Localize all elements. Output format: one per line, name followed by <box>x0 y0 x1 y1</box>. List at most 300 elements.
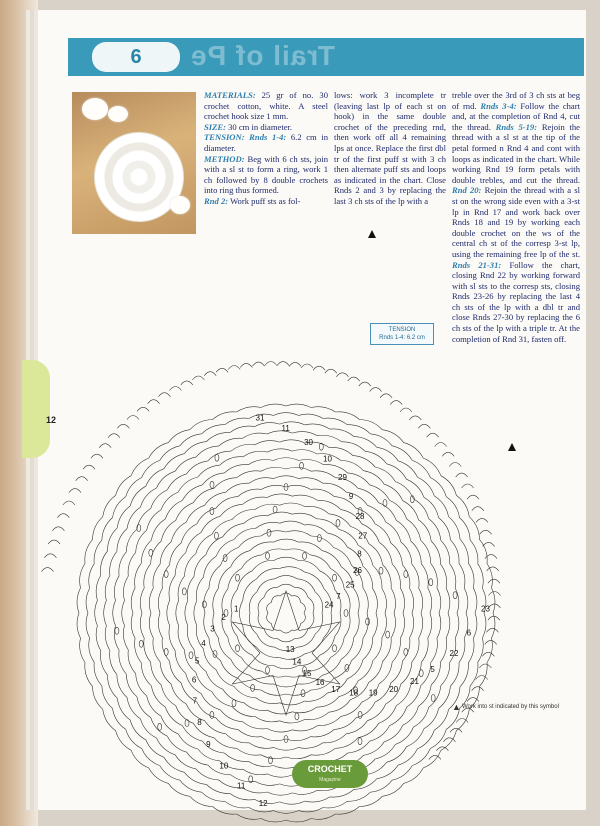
chart-loop <box>167 600 170 625</box>
chart-loop <box>301 613 306 624</box>
chart-loop <box>231 444 255 451</box>
chart-loop <box>243 451 267 457</box>
chart-loop <box>327 533 347 547</box>
chart-scallop <box>359 382 371 386</box>
chart-loop <box>382 588 387 613</box>
chart-round-label: 3 <box>210 624 215 634</box>
chart-loop <box>157 471 176 488</box>
footer-badge <box>292 760 368 788</box>
chart-round-label: 16 <box>315 678 325 688</box>
chart-loop <box>77 588 80 613</box>
chart-loop <box>455 613 459 638</box>
chart-loop <box>187 625 194 649</box>
chart-round-label: 6 <box>191 675 197 685</box>
chart-loop <box>255 717 280 722</box>
chart-loop <box>153 638 160 662</box>
chart-loop <box>403 706 419 725</box>
page-tab <box>22 360 50 458</box>
chart-loop <box>292 726 317 731</box>
chart-scallop <box>83 465 95 469</box>
work-into-st-icon: ▲ <box>452 702 461 712</box>
chart-round-label: 5 <box>430 665 435 675</box>
chart-loop <box>126 529 137 552</box>
chart-loop <box>273 458 298 461</box>
chart-loop <box>383 565 392 589</box>
chart-loop <box>395 727 413 744</box>
chart-scallop <box>265 362 277 366</box>
chart-loop <box>198 749 220 761</box>
chart-loop <box>449 517 460 540</box>
chart-loop <box>274 413 299 416</box>
chart-loop <box>369 544 383 565</box>
chart-loop <box>231 613 237 636</box>
chart-loop <box>391 661 403 683</box>
chart-round-label: 9 <box>206 740 211 749</box>
chart-loop <box>398 461 417 477</box>
tension-heading: TENSION: Rnds 1-4: <box>204 132 287 143</box>
chart-loop <box>375 744 395 759</box>
chart-puff-stitch <box>404 571 408 578</box>
chart-loop <box>238 536 261 548</box>
chart-loop <box>113 497 126 518</box>
chart-loop <box>278 639 295 642</box>
chart-puff-stitch <box>210 711 214 718</box>
chart-round-label: 14 <box>292 657 302 667</box>
chart-loop <box>196 577 203 601</box>
chart-scallop <box>485 640 497 644</box>
chart-loop <box>441 564 447 588</box>
chart-loop <box>311 814 336 819</box>
chart-loop <box>93 517 103 540</box>
materials-heading: MATERIALS: <box>204 90 256 100</box>
chart-loop <box>194 601 197 626</box>
chart-loop <box>237 571 252 590</box>
chart-loop <box>130 720 146 740</box>
chart-loop <box>151 686 165 707</box>
chart-round-label: 8 <box>357 549 362 559</box>
tension-text: 6.2 cm in diameter. <box>204 132 328 153</box>
tension-box <box>370 323 434 345</box>
chart-loop <box>165 500 182 519</box>
chart-scallop <box>181 381 193 385</box>
chart-loop <box>329 700 351 713</box>
chart-loop <box>267 613 272 624</box>
chart-loop <box>412 564 419 588</box>
chart-loop <box>373 638 382 661</box>
chart-loop <box>249 743 273 749</box>
chart-loop <box>141 540 151 563</box>
chart-loop <box>220 710 242 722</box>
chart-loop <box>379 503 397 521</box>
chart-loop <box>344 613 350 637</box>
chart-loop <box>423 458 441 476</box>
chart-puff-stitch <box>223 555 227 562</box>
chart-loop <box>182 485 202 501</box>
rnds3-4-text: Follow the chart and, at the completion of Rnd 4, cut the thread. <box>452 100 580 132</box>
doily-photo <box>72 92 196 234</box>
chart-loop <box>358 723 379 737</box>
chart-loop <box>135 638 142 663</box>
chart-loop <box>216 540 234 557</box>
chart-loop <box>170 661 182 683</box>
chart-loop <box>196 534 212 553</box>
chart-loop <box>406 729 424 747</box>
chart-puff-stitch <box>164 648 168 655</box>
rnd20-heading: Rnd 20: <box>452 185 482 196</box>
chart-puff-stitch <box>185 720 189 727</box>
chart-puff-stitch <box>210 481 214 488</box>
chart-scallop <box>137 407 149 411</box>
chart-scallop <box>476 676 488 680</box>
chart-scallop <box>277 362 289 366</box>
work-into-marker-icon <box>368 230 376 238</box>
chart-loop <box>396 685 410 706</box>
chart-scallop <box>472 687 484 691</box>
chart-puff-stitch <box>336 519 340 526</box>
chart-scallop <box>240 363 252 367</box>
chart-loop <box>267 710 292 714</box>
chart-loop <box>419 613 423 638</box>
chart-loop <box>347 660 363 679</box>
chart-round-label: 29 <box>338 472 347 482</box>
chart-loop <box>243 579 257 600</box>
chart-loop <box>169 626 175 651</box>
chart-loop <box>286 819 311 822</box>
chart-loop <box>280 567 305 572</box>
chart-loop <box>89 638 94 662</box>
chart-loop <box>377 447 398 461</box>
chart-loop <box>219 438 243 446</box>
chart-loop <box>238 489 262 497</box>
chart-loop <box>292 624 301 631</box>
pattern-number-badge <box>92 42 180 72</box>
chart-loop <box>450 540 459 564</box>
chart-scallop <box>313 366 325 370</box>
chart-loop <box>162 638 170 662</box>
chart-loop <box>161 716 178 734</box>
chart-loop <box>107 675 117 698</box>
chart-loop <box>412 749 430 766</box>
method-text: Beg with 6 ch sts, join with a sl st to form a ring, work 1 ch followed by 8 double crochets into ring thus formed. <box>204 153 328 196</box>
chart-round-label: 12 <box>258 799 268 809</box>
chart-loop <box>105 576 110 601</box>
chart-loop <box>89 564 94 588</box>
chart-scallop <box>127 416 139 420</box>
rnds21-31-text: Follow the chart, closing Rnd 22 by working forward with sl sts to the corresp sts, closing Rnds 23-26 by replacing the last 4 ch sts of the lp with a dbl tr and close Rnds 27-30 by replacing the 6 ch sts of the lp with a triple tr. At the completion of Rnd 31, fasten off. <box>452 259 581 344</box>
chart-puff-stitch <box>213 651 217 658</box>
chart-loop <box>187 752 208 765</box>
chart-loop <box>392 638 400 662</box>
chart-loop <box>149 588 153 613</box>
chart-loop <box>186 505 204 522</box>
chart-puff-stitch <box>139 640 143 647</box>
chart-puff-stitch <box>266 552 270 559</box>
chart-loop <box>353 456 375 467</box>
chart-loop <box>470 662 478 686</box>
chart-loop <box>126 674 137 697</box>
chart-scallop <box>456 473 468 477</box>
chart-loop <box>292 513 316 519</box>
chart-scallop <box>472 507 484 511</box>
chart-scallop <box>99 444 111 448</box>
chart-puff-stitch <box>182 588 186 595</box>
chart-loop <box>137 509 151 530</box>
chart-puff-stitch <box>429 579 433 586</box>
chart-loop <box>407 519 421 540</box>
chart-loop <box>85 540 93 564</box>
chart-loop <box>430 478 446 497</box>
chart-loop <box>386 522 401 542</box>
chart-loop <box>257 579 275 592</box>
chart-loop <box>147 510 161 530</box>
chart-puff-stitch <box>236 574 240 581</box>
chart-puff-stitch <box>379 567 383 574</box>
chart-loop <box>292 596 301 603</box>
chart-loop <box>204 649 217 670</box>
chart-loop <box>168 430 189 443</box>
chart-loop <box>110 551 117 575</box>
chart-loop <box>218 567 231 589</box>
chart-loop <box>231 551 250 567</box>
chart-loop <box>151 662 162 685</box>
chart-loop <box>339 529 358 545</box>
chart-loop <box>482 613 486 638</box>
chart-loop <box>206 671 223 689</box>
chart-loop <box>141 663 151 686</box>
chart-loop <box>244 703 268 711</box>
chart-loop <box>130 486 146 506</box>
chart-loop <box>144 564 151 588</box>
chart-loop <box>347 425 370 434</box>
chart-loop <box>280 593 291 596</box>
symbol-note <box>452 702 574 712</box>
chart-loop <box>271 624 280 631</box>
chart-loop <box>286 531 311 536</box>
chart-loop <box>238 729 262 736</box>
chart-loop <box>175 553 186 576</box>
chart-loop <box>274 476 299 479</box>
chart-loop <box>450 663 459 687</box>
chart-scallop <box>479 664 491 668</box>
chart-loop <box>146 469 164 487</box>
chart-loop <box>286 755 311 759</box>
chart-loop <box>280 719 305 723</box>
chart-loop <box>417 477 434 496</box>
chart-loop <box>226 483 249 492</box>
chart-loop <box>264 587 278 597</box>
chart-loop <box>358 488 379 502</box>
chart-loop <box>441 540 450 563</box>
chart-scallop <box>429 755 441 759</box>
chart-loop <box>446 613 450 638</box>
chart-loop <box>402 638 410 662</box>
chart-loop <box>267 449 292 452</box>
chart-puff-stitch <box>453 592 457 599</box>
tension-box-title: TENSION <box>388 327 416 333</box>
chart-loop <box>205 721 226 734</box>
chart-loop <box>421 540 431 563</box>
chart-round-label: 8 <box>197 718 202 728</box>
chart-puff-stitch <box>215 454 219 461</box>
chart-loop <box>354 613 360 638</box>
chart-loop <box>373 613 378 637</box>
chart-loop <box>384 725 403 742</box>
chart-loop <box>323 483 346 492</box>
chart-loop <box>86 613 90 638</box>
chart-loop <box>348 741 370 753</box>
chart-loop <box>367 704 385 721</box>
chart-loop <box>261 690 286 695</box>
chart-loop <box>363 566 373 589</box>
chart-loop <box>123 625 128 650</box>
chart-loop <box>144 638 151 662</box>
chart-loop <box>151 718 168 737</box>
chart-puff-stitch <box>333 645 337 652</box>
chart-loop <box>311 471 335 478</box>
chart-loop <box>315 613 323 634</box>
chart-loop <box>335 613 341 636</box>
chart-round-label: 11 <box>237 781 246 791</box>
chart-loop <box>280 440 305 443</box>
chart-loop <box>323 418 347 425</box>
chart-loop <box>383 638 392 662</box>
chart-puff-stitch <box>158 723 162 730</box>
chart-loop <box>412 638 419 662</box>
chart-loop <box>216 497 238 509</box>
chart-round-label: 31 <box>255 413 265 423</box>
chart-loop <box>424 708 439 728</box>
chart-loop <box>127 507 140 528</box>
chart-loop <box>400 613 404 638</box>
chart-loop <box>450 564 456 588</box>
chart-loop <box>305 712 329 720</box>
chart-loop <box>310 658 330 672</box>
chart-loop <box>320 571 335 590</box>
chart-scallop <box>158 393 170 397</box>
chart-loop <box>342 442 365 451</box>
chart-loop <box>170 543 182 565</box>
chart-loop <box>286 737 311 741</box>
chart-loop <box>280 701 304 705</box>
chart-loop <box>365 451 387 464</box>
chart-loop <box>151 490 168 509</box>
chart-loop <box>167 736 186 752</box>
chart-loop <box>244 516 268 524</box>
chart-loop <box>299 743 323 749</box>
chart-loop <box>93 686 103 709</box>
chart-loop <box>267 494 292 498</box>
chart-loop <box>153 564 160 588</box>
chart-loop <box>431 563 438 588</box>
chart-loop <box>149 443 169 459</box>
chart-loop <box>275 575 297 578</box>
chart-loop <box>421 638 428 662</box>
chart-loop <box>243 497 267 504</box>
chart-loop <box>460 663 468 687</box>
chart-loop <box>204 556 217 577</box>
chart-loop <box>197 702 216 718</box>
chart-loop <box>221 661 239 679</box>
chart-loop <box>160 446 180 461</box>
chart-loop <box>407 686 421 707</box>
chart-loop <box>218 638 231 660</box>
chart-round-label: 27 <box>358 531 368 541</box>
chart-loop <box>419 588 423 613</box>
chart-loop <box>406 479 424 497</box>
chart-loop <box>298 560 320 570</box>
chart-scallop <box>442 452 454 456</box>
chart-scallop <box>289 362 301 366</box>
chart-loop <box>459 563 465 588</box>
chart-loop <box>119 650 126 674</box>
chart-loop <box>404 443 424 459</box>
chart-loop <box>142 460 160 477</box>
chart-round-label: 21 <box>410 677 419 687</box>
chart-loop <box>242 658 262 672</box>
chart-puff-stitch <box>344 610 348 617</box>
chart-loop <box>311 407 336 412</box>
chart-scallop <box>488 616 500 620</box>
chart-loop <box>322 551 341 567</box>
chart-loop <box>315 592 323 613</box>
chart-round-label: 9 <box>348 492 354 502</box>
symbol-note-text: Work into st indicated by this symbol <box>462 704 559 710</box>
chart-loop <box>375 467 395 482</box>
chart-loop <box>311 729 335 736</box>
size-text: 30 cm in diameter. <box>225 121 293 132</box>
chart-loop <box>169 576 175 601</box>
chart-loop <box>294 587 308 597</box>
chart-loop <box>257 568 280 579</box>
chart-puff-stitch <box>404 648 408 655</box>
chart-loop <box>434 496 448 517</box>
chart-loop <box>196 672 212 691</box>
chart-loop <box>149 613 153 638</box>
chart-scallop <box>467 495 479 499</box>
chart-loop <box>131 613 135 638</box>
rnd20-text: Rejoin the thread with a sl st on the wrong side even with a 3-st lp in Rnd 17 and work back over Rnds 18 and 19 by working each double crochet on the ws of the central ch st of the corresp 3-st lp, using the remaining free lp of the st. <box>452 185 580 259</box>
chart-loop <box>363 471 384 485</box>
chart-loop <box>187 577 194 601</box>
chart-loop <box>401 542 412 564</box>
chart-loop <box>137 697 151 718</box>
chart-loop <box>237 636 252 655</box>
chart-scallop <box>91 454 103 458</box>
chart-loop <box>213 588 219 613</box>
chart-loop <box>119 552 126 576</box>
chart-loop <box>280 630 291 633</box>
chart-loop <box>202 473 224 485</box>
chart-loop <box>336 412 360 420</box>
chart-round-label: 4 <box>201 639 206 649</box>
chart-loop <box>363 588 368 613</box>
chart-round-label: 24 <box>324 600 334 610</box>
chart-loop <box>223 689 244 702</box>
chart-loop <box>175 457 196 471</box>
header-title: Trail of Pe <box>190 40 335 71</box>
chart-puff-stitch <box>358 711 362 718</box>
chart-loop <box>117 506 130 528</box>
rnds21-31-heading: Rnds 21-31: <box>452 259 502 270</box>
chart-loop <box>255 423 280 427</box>
chart-round-label: 2 <box>221 613 226 622</box>
chart-loop <box>258 613 264 629</box>
chart-loop <box>403 501 419 520</box>
chart-loop <box>161 520 175 541</box>
chart-loop <box>441 662 450 685</box>
chart-lines <box>42 362 501 822</box>
chart-loop <box>370 485 390 501</box>
